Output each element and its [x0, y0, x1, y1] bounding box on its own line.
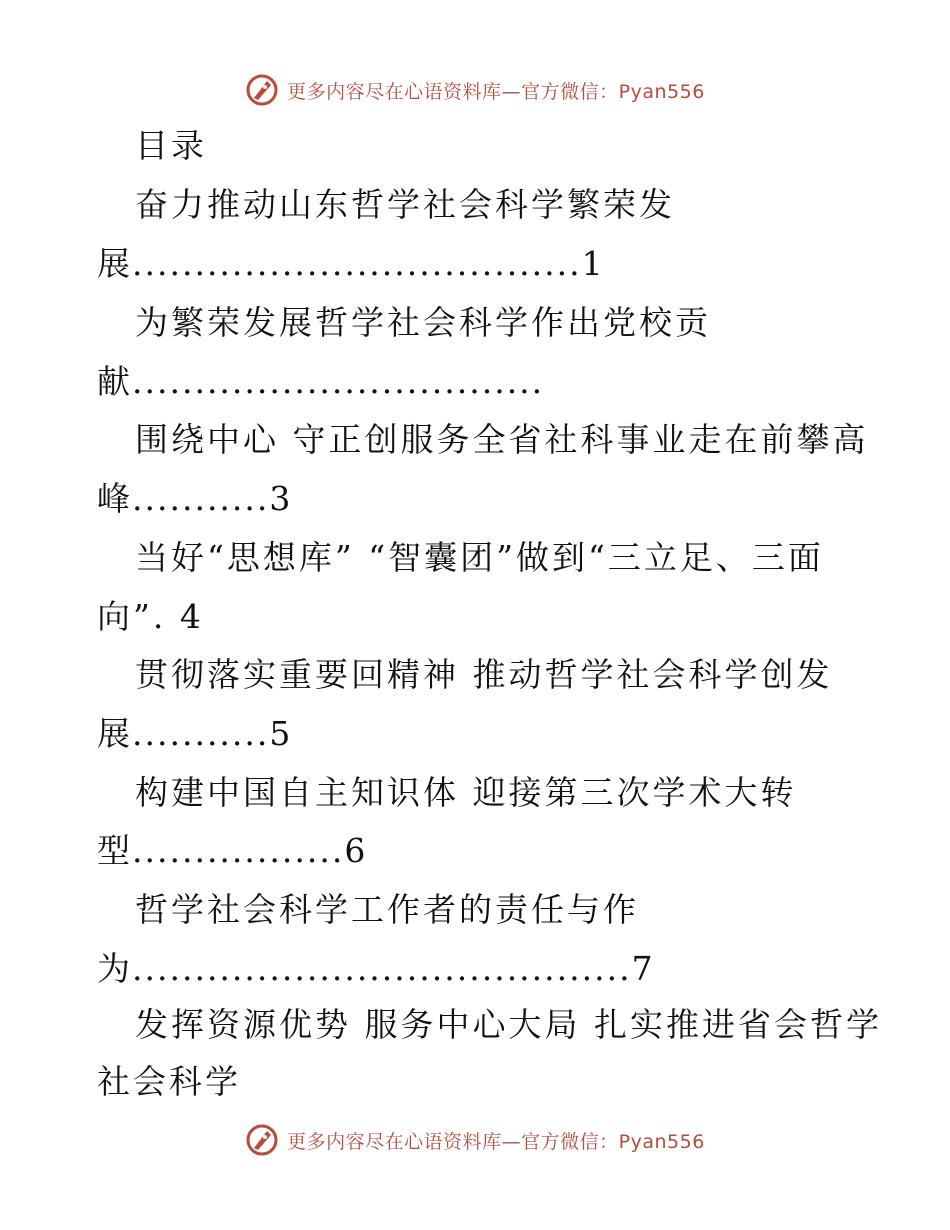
pen-nib-circle-icon [245, 1123, 279, 1157]
toc-entry-heading: 奋力推动山东哲学社会科学繁荣发 [135, 185, 675, 224]
toc-entry-tail: 峰...........3 [97, 479, 293, 518]
toc-entry-tail: 为........................................7 [97, 949, 655, 988]
toc-title: 目录 [135, 126, 207, 165]
toc-entry-tail: 献................................. [97, 362, 545, 401]
watermark-text: 更多内容尽在心语资料库—官方微信：Pyan556 [287, 80, 705, 103]
toc-entry-heading: 构建中国自主知识体 迎接第三次学术大转 [135, 773, 797, 812]
toc-entry-heading: 围绕中心 守正创服务全省社科事业走在前攀高 [135, 420, 869, 459]
watermark-banner-bottom [0, 1120, 950, 1160]
toc-entry-tail: 展...........5 [97, 714, 293, 753]
toc-entry-tail: 型.................6 [97, 831, 368, 870]
toc-entry-heading: 为繁荣发展哲学社会科学作出党校贡 [135, 303, 711, 342]
watermark-text: 更多内容尽在心语资料库—官方微信：Pyan556 [287, 1130, 705, 1153]
toc-entry-tail: 展....................................1 [97, 244, 605, 283]
toc-entry-heading: 哲学社会科学工作者的责任与作 [135, 890, 639, 929]
toc-entry-tail: 向”. 4 [97, 597, 204, 636]
toc-entry-heading: 发挥资源优势 服务中心大局 扎实推进省会哲学 [135, 1005, 882, 1044]
toc-entry-tail: 社会科学 [97, 1062, 241, 1101]
toc-entry-heading: 当好“思想库” “智囊团”做到“三立足、三面 [135, 538, 824, 577]
toc-entry-heading: 贯彻落实重要回精神 推动哲学社会科学创发 [135, 655, 833, 694]
